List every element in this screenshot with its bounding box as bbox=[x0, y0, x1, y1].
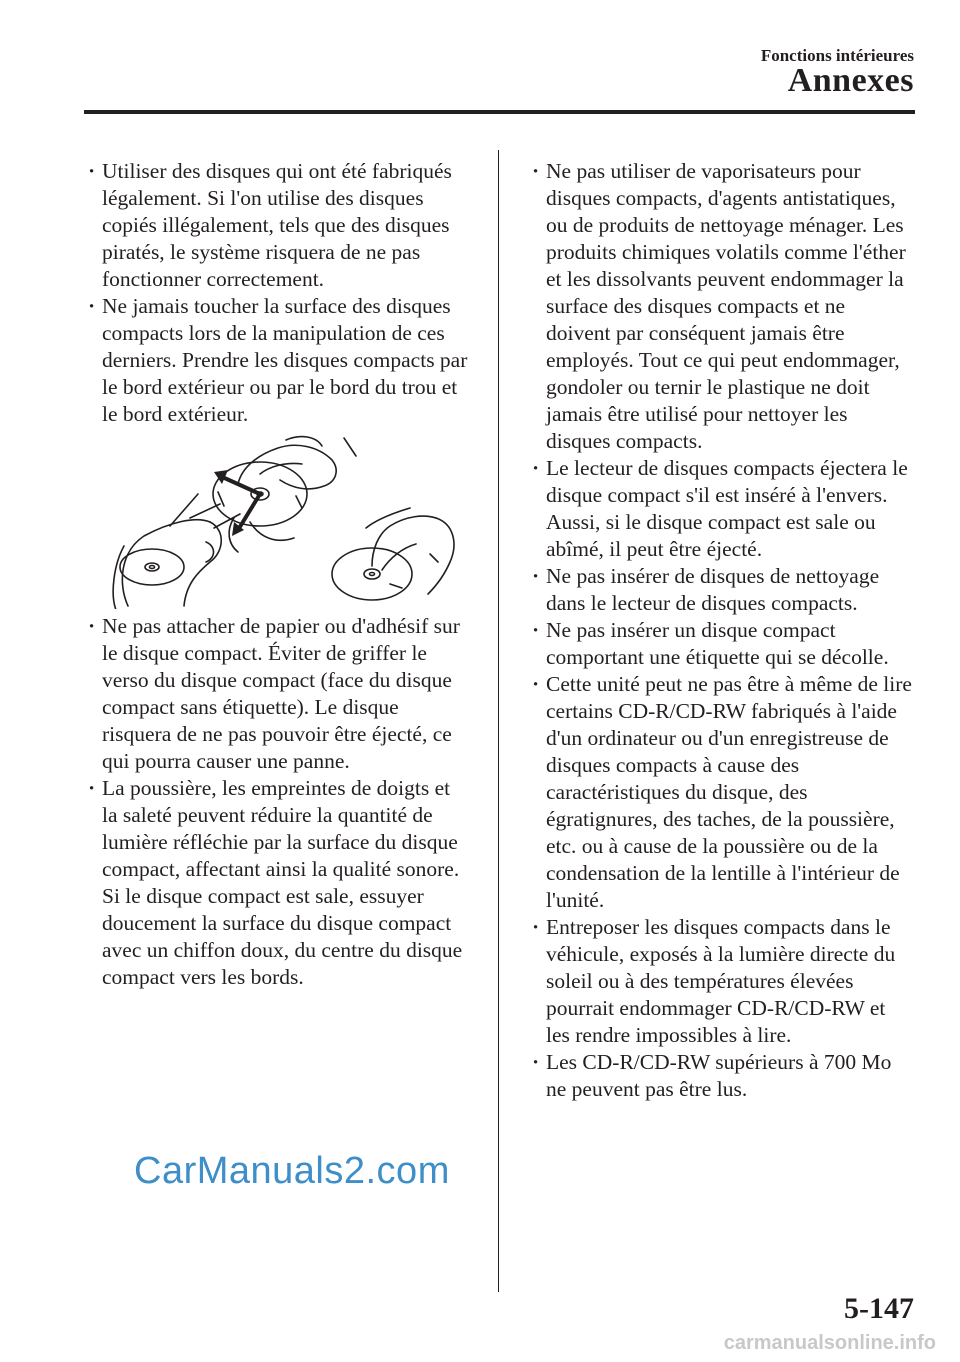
right-column bbox=[530, 158, 912, 1103]
cd-handling-illustration bbox=[110, 434, 460, 609]
bullet-item: · Ne pas attacher de papier ou d'adhésif sur le disque compact. Éviter de griffer le verso du disque compact (face du disque compact sans étiquette). Le disque risquera de ne pas pouvoir être éjecté, ce qui pourra causer une panne. bbox=[86, 613, 468, 775]
disc-held-by-hole bbox=[332, 508, 454, 600]
footer-mark: carmanualsonline.info bbox=[723, 1332, 936, 1354]
bullet-item: · La poussière, les empreintes de doigts et la saleté peuvent réduire la quantité de lumière réfléchie par la surface du disque compact, affectant ainsi la qualité sonore. Si le disque compact est sale, essuyer doucement la surface du disque compact avec un chiffon doux, du centre du disque compact vers les bords. bbox=[86, 775, 468, 991]
page-number: 5-147 bbox=[844, 1292, 914, 1325]
header-rule bbox=[84, 110, 915, 114]
watermark: CarManuals2.com bbox=[134, 1150, 450, 1192]
bullet-item: · Ne jamais toucher la surface des disques compacts lors de la manipulation de ces derniers. Prendre les disques compacts par le bord extérieur ou par le bord du trou et le bord extérieur. bbox=[86, 293, 468, 428]
bullet-item: · Ne pas insérer de disques de nettoyage dans le lecteur de disques compacts. bbox=[530, 563, 912, 617]
page-title: Annexes bbox=[787, 62, 914, 99]
bullet-item: · Ne pas insérer un disque compact comportant une étiquette qui se décolle. bbox=[530, 617, 912, 671]
left-column bbox=[86, 158, 468, 991]
bullet-item: · Utiliser des disques qui ont été fabriqués légalement. Si l'on utilise des disques copiés illégalement, tels que des disques piratés, le système risquera de ne pas fonctionner correctement. bbox=[86, 158, 468, 293]
bullet-item: · Ne pas utiliser de vaporisateurs pour disques compacts, d'agents antistatiques, ou de produits de nettoyage ménager. Les produits chimiques volatils comme l'éther et les dissolvants peuvent endommager la surface des disques compacts et ne doivent par conséquent jamais être employés. Tout ce qui peut endommager, gondoler ou ternir le plastique ne doit jamais être utilisé pour nettoyer les disques compacts. bbox=[530, 158, 912, 455]
bullet-item: · Entreposer les disques compacts dans le véhicule, exposés à la lumière directe du soleil ou à des températures élevées pourrait endommager CD-R/CD-RW et les rendre impossibles à lire. bbox=[530, 914, 912, 1049]
bullet-item: · Les CD-R/CD-RW supérieurs à 700 Mo ne peuvent pas être lus. bbox=[530, 1049, 912, 1103]
bullet-item: · Le lecteur de disques compacts éjectera le disque compact s'il est inséré à l'envers. Aussi, si le disque compact est sale ou abîmé, il peut être éjecté. bbox=[530, 455, 912, 563]
section-label: Fonctions intérieures bbox=[760, 46, 914, 65]
bullet-item: · Cette unité peut ne pas être à même de lire certains CD-R/CD-RW fabriqués à l'aide d'un ordinateur ou d'un enregistreuse de disques compacts à cause des caractéristiques du disque, des égratignures, des taches, de la poussière, etc. ou à cause de la poussière ou de la condensation de la lentille à l'intérieur de l'unité. bbox=[530, 671, 912, 914]
column-divider bbox=[498, 150, 499, 1292]
